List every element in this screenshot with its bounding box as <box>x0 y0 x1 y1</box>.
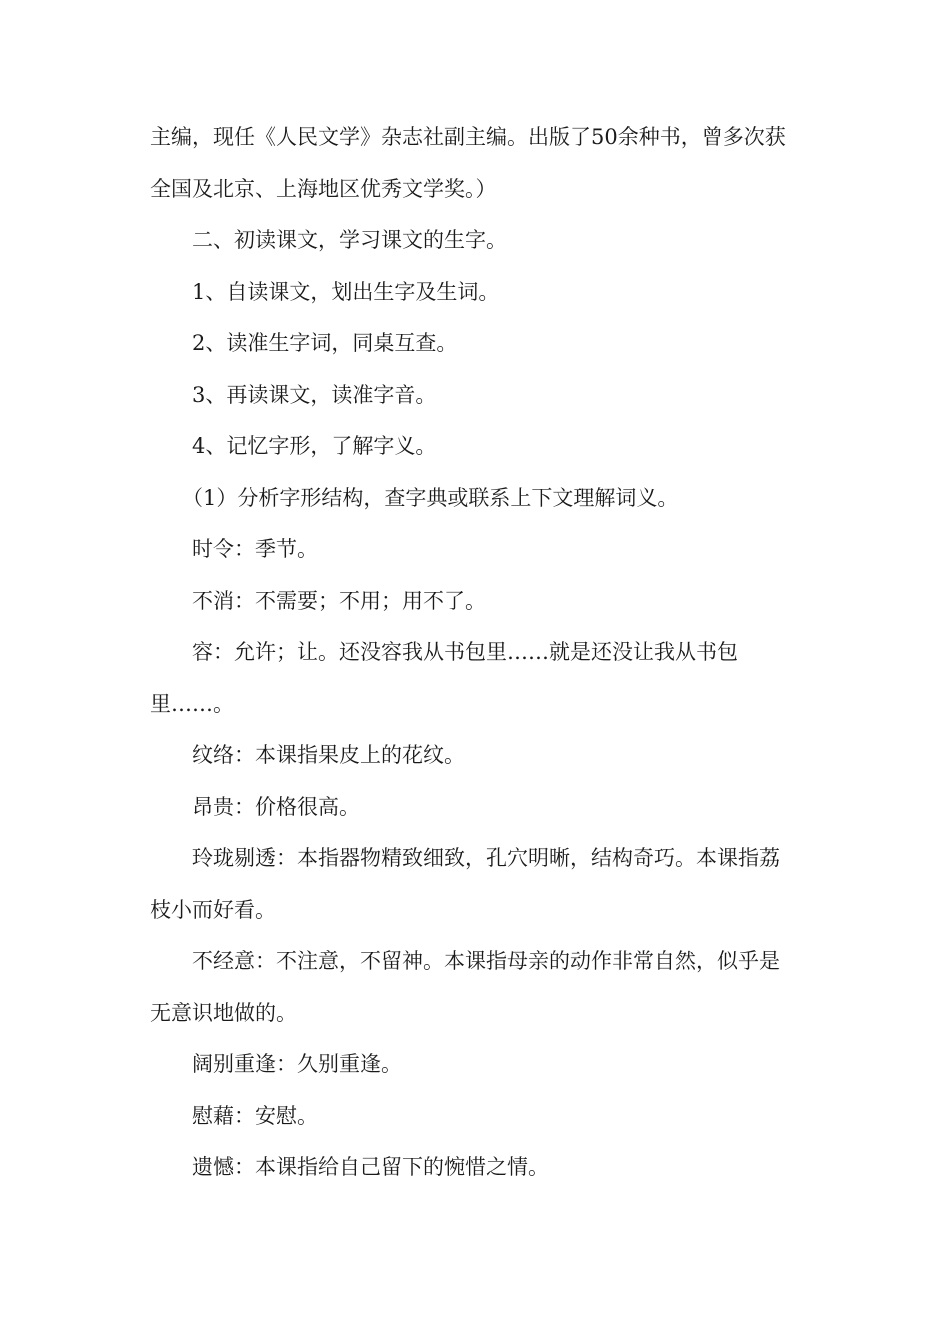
vocabulary-entry: 纹络：本课指果皮上的花纹。 <box>192 743 465 767</box>
vocabulary-entry: 玲珑剔透：本指器物精致细致，孔穴明晰，结构奇巧。本课指荔枝小而好看。 <box>150 846 780 922</box>
list-item: 2、读准生字词，同桌互查。 <box>192 331 458 355</box>
vocabulary-entry: 慰藉：安慰。 <box>192 1103 318 1128</box>
vocabulary-entry: 不经意：不注意，不留神。本课指母亲的动作非常自然，似乎是无意识地做的。 <box>150 949 780 1025</box>
vocabulary-entry: 昂贵：价格很高。 <box>192 794 360 819</box>
paragraph: 主编，现任《人民文学》杂志社副主编。出版了50余种书，曾多次获全国及北京、上海地区优秀文学奖。） <box>150 125 786 201</box>
list-item: 1、自读课文，划出生字及生词。 <box>192 279 500 304</box>
document-body <box>150 112 800 1194</box>
vocabulary-entry: 容：允许；让。还没容我从书包里……就是还没让我从书包里……。 <box>150 640 738 716</box>
vocabulary-entry: 不消：不需要；不用；用不了。 <box>192 588 486 613</box>
list-item: 3、再读课文，读准字音。 <box>192 382 437 407</box>
vocabulary-entry: 阔别重逢：久别重逢。 <box>192 1052 402 1076</box>
list-item: 4、记忆字形，了解字义。 <box>192 434 437 458</box>
sub-list-item: （1）分析字形结构，查字典或联系上下文理解词义。 <box>182 485 679 510</box>
vocabulary-entry: 遗憾：本课指给自己留下的惋惜之情。 <box>192 1155 549 1179</box>
vocabulary-entry: 时令：季节。 <box>192 537 318 561</box>
section-heading: 二、初读课文，学习课文的生字。 <box>192 228 507 252</box>
